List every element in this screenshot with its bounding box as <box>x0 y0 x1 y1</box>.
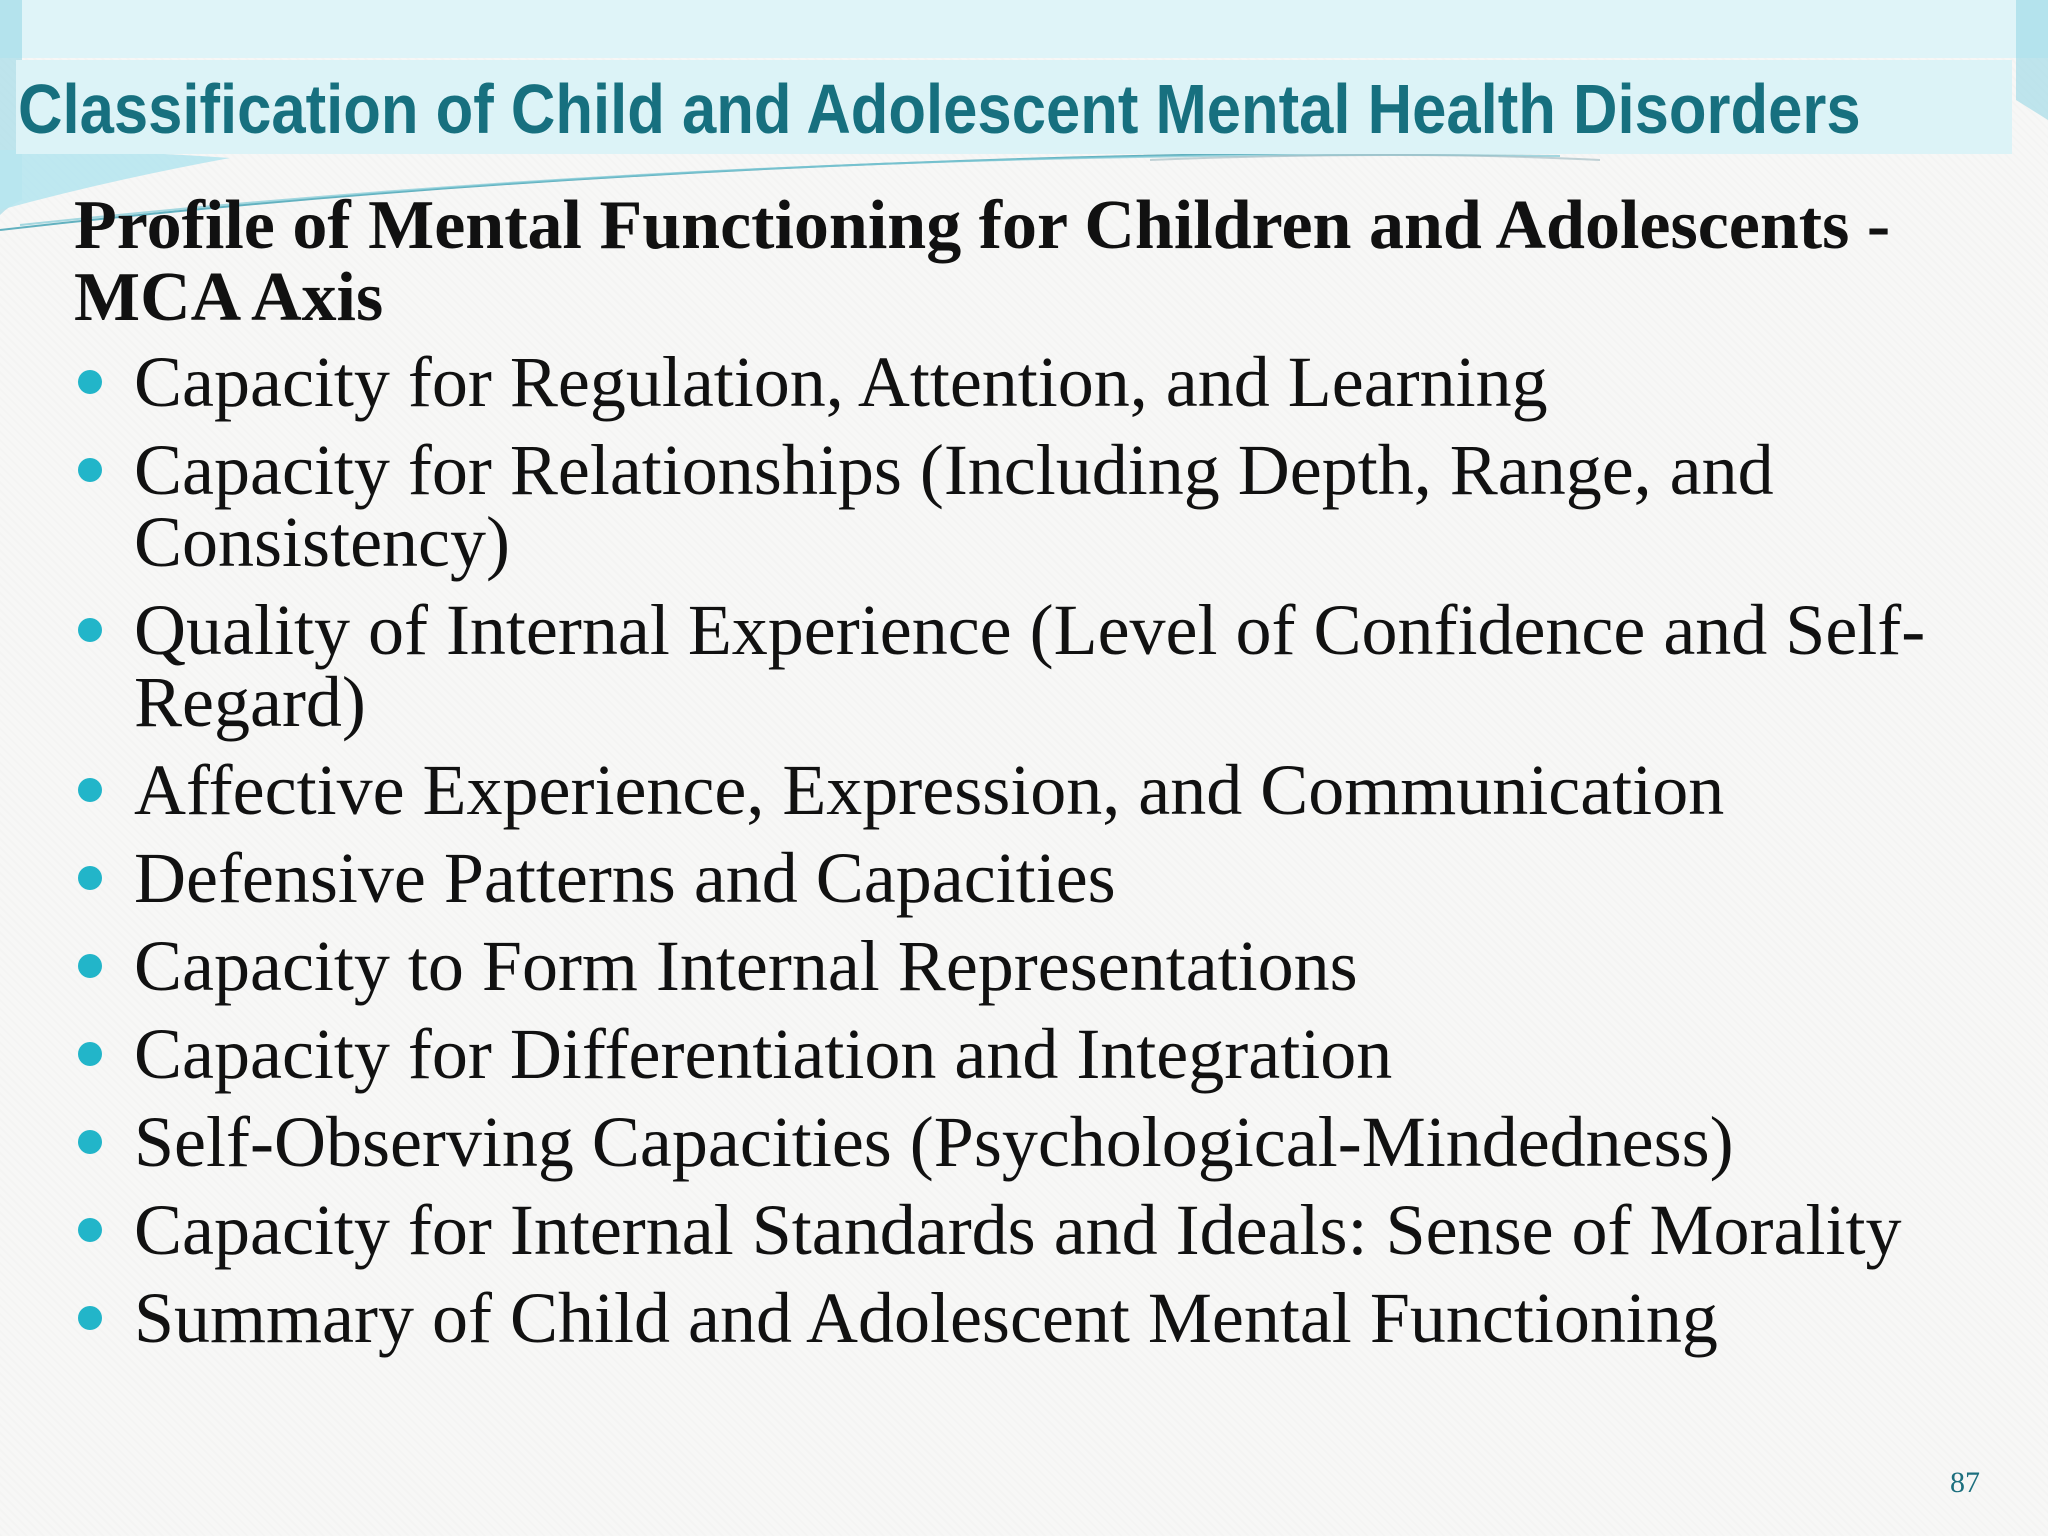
bullet-icon <box>78 1218 102 1242</box>
bullet-icon <box>78 458 102 482</box>
list-item-text: Capacity for Internal Standards and Ideals: Sense of Morality <box>134 1190 1902 1270</box>
list-item-text: Quality of Internal Experience (Level of Confidence and Self-Regard) <box>134 590 1926 742</box>
bullet-icon <box>78 866 102 890</box>
list-item <box>74 590 1974 742</box>
list-item <box>74 1014 1974 1094</box>
bullet-list <box>74 342 1974 1370</box>
bullet-icon <box>78 370 102 394</box>
list-item <box>74 1190 1974 1270</box>
page-number: 87 <box>1950 1466 1980 1499</box>
bullet-icon <box>78 1130 102 1154</box>
list-item <box>74 1102 1974 1182</box>
list-item <box>74 838 1974 918</box>
slide-title: Classification of Child and Adolescent Mental Health Disorders <box>18 70 1861 148</box>
list-item-text: Summary of Child and Adolescent Mental Functioning <box>134 1278 1718 1358</box>
list-item-text: Capacity for Regulation, Attention, and Learning <box>134 342 1548 422</box>
list-item-text: Self-Observing Capacities (Psychological-Mindedness) <box>134 1102 1734 1182</box>
list-item-text: Capacity to Form Internal Representations <box>134 926 1358 1006</box>
list-item <box>74 1278 1974 1358</box>
list-item-text: Capacity for Differentiation and Integration <box>134 1014 1393 1094</box>
section-subheading: Profile of Mental Functioning for Children and Adolescents - MCA Axis <box>74 187 1891 336</box>
bullet-icon <box>78 1306 102 1330</box>
list-item <box>74 926 1974 1006</box>
list-item <box>74 430 1974 582</box>
list-item-text: Capacity for Relationships (Including Depth, Range, and Consistency) <box>134 430 1774 582</box>
list-item <box>74 342 1974 422</box>
list-item-text: Defensive Patterns and Capacities <box>134 838 1116 918</box>
list-item-text: Affective Experience, Expression, and Communication <box>134 750 1725 830</box>
bullet-icon <box>78 954 102 978</box>
list-item <box>74 750 1974 830</box>
bullet-icon <box>78 618 102 642</box>
bullet-icon <box>78 778 102 802</box>
bullet-icon <box>78 1042 102 1066</box>
